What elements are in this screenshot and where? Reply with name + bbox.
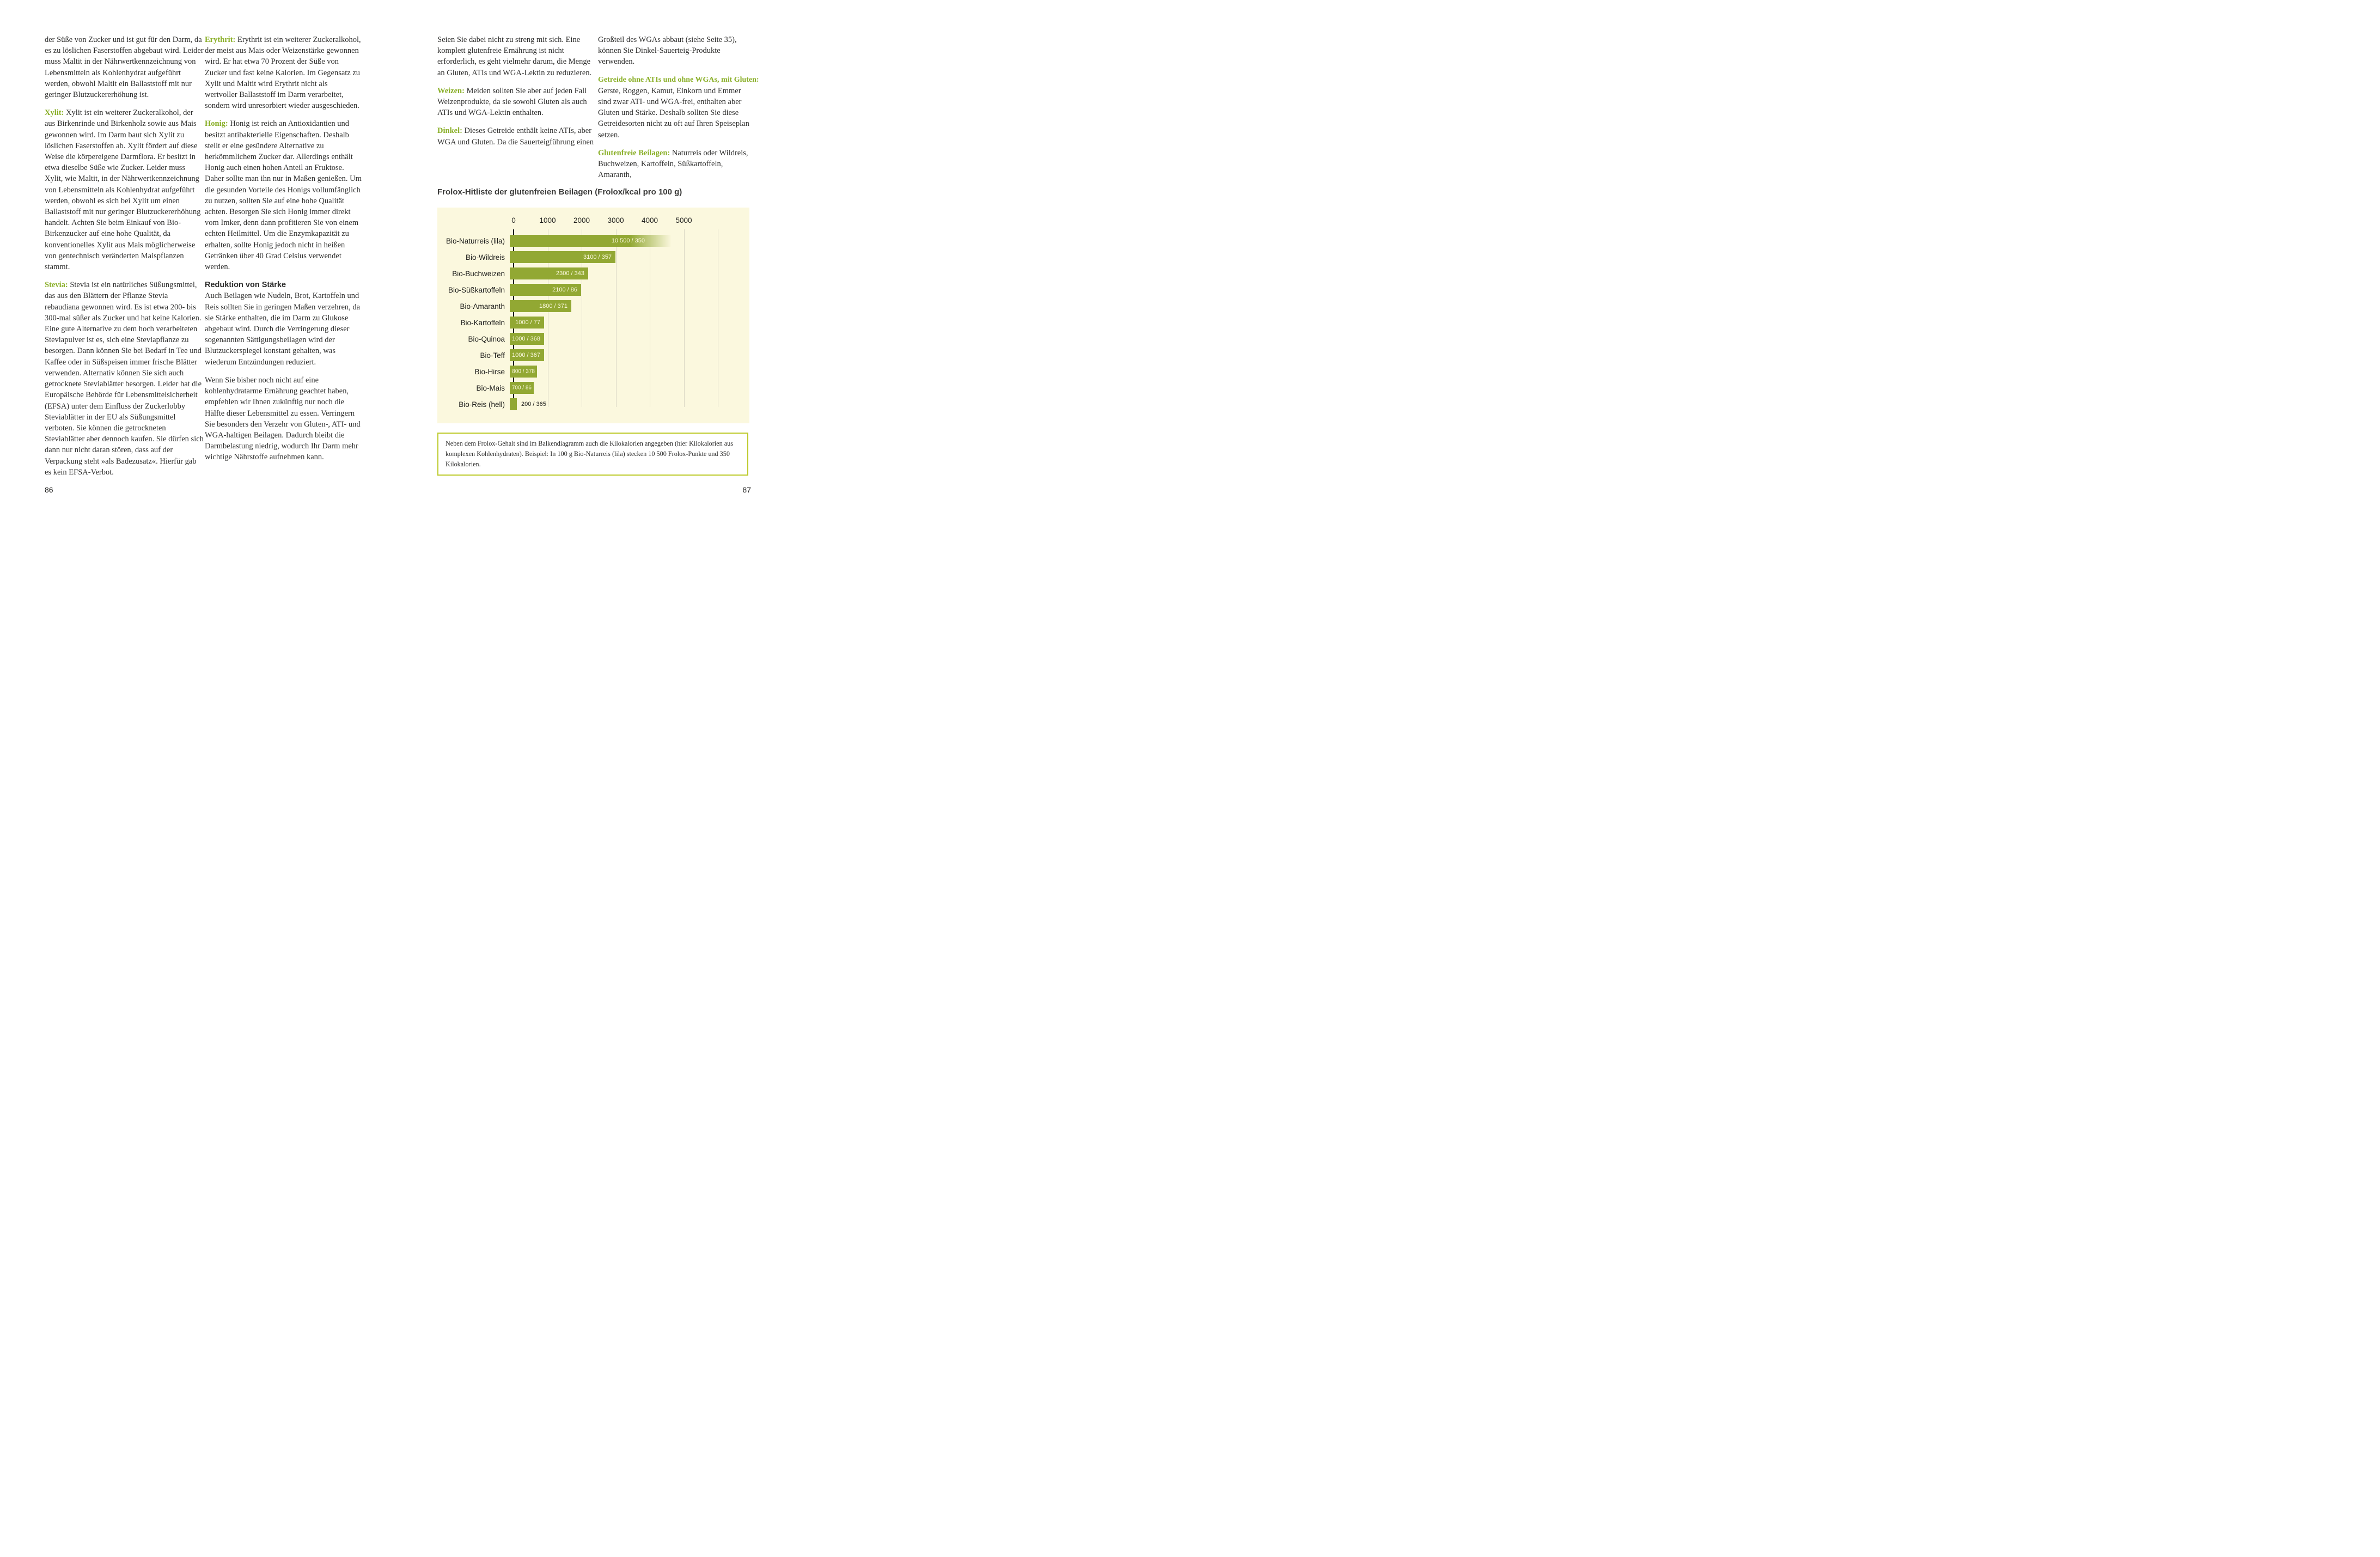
page-87-column-1 [437,34,594,155]
bar-track [510,333,749,345]
book-spread [0,0,794,519]
paragraph: Weizen: Meiden sollten Sie aber auf jeden Fall Weizenprodukte, da sie sowohl Gluten als auch ATIs und WGA-Lektin enthalten. [437,86,587,118]
paragraph: Seien Sie dabei nicht zu streng mit sich. Eine komplett glutenfreie Ernährung ist nicht erforderlich, es geht vielmehr darum, die Menge an Gluten, ATIs und WGA-Lektin zu reduzieren. [437,35,592,77]
bar-track [510,382,749,394]
x-tick-label: 2000 [573,216,590,224]
bar-value-label: 1800 / 371 [539,303,567,309]
bar-track [510,349,749,361]
section-heading: Reduktion von Stärke [205,281,286,290]
page-number-87: 87 [742,485,751,494]
chart-row [437,282,749,298]
bar-category-label: Bio-Teff [480,351,505,360]
keyword-lead: Dinkel: [437,126,465,136]
bar-category-label: Bio-Naturreis (lila) [446,236,505,245]
chart-title: Frolox-Hitliste der glutenfreien Beilagen (Frolox/kcal pro 100 g) [437,187,682,197]
note-box [437,433,748,476]
bar [510,333,544,345]
frolox-bar-chart [437,208,749,423]
bar-category-label: Bio-Süßkartoffeln [448,285,505,294]
x-tick-label: 4000 [641,216,658,224]
keyword-lead: Erythrit: [205,35,237,44]
page-86-column-1 [45,34,204,485]
paragraph: Xylit: Xylit ist ein weiterer Zuckeralkohol, der aus Birkenrinde und Birkenholz sowie aus Mais gewonnen wird. Im Darm baut sich Xylit zu löslichen Faserstoffen ab. Xylit fördert auf diese Weise die körpereigene Darmflora. Er besitzt in etwa dieselbe Süße wie Zucker. Leider muss Xylit, wie Maltit, in der Nährwertkennzeichnung von Lebensmitteln als Kohlenhydrat aufgeführt werden, obwohl es sich bei Xylit um einen Ballaststoff mit nur geringer Blutzuckererhöhung handelt. Achten Sie beim Einkauf von Bio-Birkenzucker auf eine hohe Qualität, da konventionelles Xylit aus Mais möglicherweise von gentechnisch veränderten Maispflanzen stammt. [45,108,201,272]
bar-category-label: Bio-Reis (hell) [459,400,505,409]
bar-category-label: Bio-Quinoa [468,334,505,343]
bar-value-label: 3100 / 357 [583,254,612,260]
bar-value-label: 2100 / 86 [552,287,577,293]
bar-track [510,284,749,296]
paragraph: Großteil des WGAs abbaut (siehe Seite 35), können Sie Dinkel-Sauerteig-Produkte verwenden. [598,35,737,66]
page-86-column-2 [205,34,362,470]
note-text: Neben dem Frolox-Gehalt sind im Balkendiagramm auch die Kilokalorien angegeben (hier Kilokalorien aus komplexen Kohlenhydraten). Beispiel: In 100 g Bio-Naturreis (lila) stecken 10 500 Frolox-Punkte und 350 Kilokalorien. [446,440,733,468]
bar-track [510,398,749,410]
x-tick-label: 5000 [675,216,692,224]
keyword-lead: Honig: [205,119,230,129]
page-number-86: 86 [45,485,53,494]
keyword-lead: Stevia: [45,281,70,290]
chart-row [437,380,749,396]
paragraph: Erythrit: Erythrit ist ein weiterer Zuckeralkohol, der meist aus Mais oder Weizenstärke gewonnen wird. Er hat etwa 70 Prozent der Süße von Zucker und fast keine Kalorien. Im Gegensatz zu Xylit und Maltit wird Erythrit nicht als wertvoller Ballaststoff im Darm verarbeitet, sondern wird unresorbiert wieder ausgeschieden. [205,35,361,111]
chart-row [437,233,749,249]
bar [510,382,534,394]
paragraph: Stevia: Stevia ist ein natürliches Süßungsmittel, das aus den Blättern der Pflanze Stevia rebaudiana gewonnen wird. Es ist etwa 200- bis 300-mal süßer als Zucker und hat keine Kalorien. Eine gute Alternative zu dem hoch verarbeiteten Steviapulver ist es, sich eine Steviapflanze zu besorgen. Dann können Sie bei Bedarf in Tee und Kaffee oder in Süßspeisen immer frische Blätter verwenden. Alternativ können Sie sich auch getrocknete Steviablätter besorgen. Leider hat die Europäische Behörde für Lebensmittelsicherheit (EFSA) unter dem Einfluss der Zuckerlobby Steviablätter in der EU als Süßungsmittel verboten. Sie können die getrockneten Steviablätter aber dennoch kaufen. Sie dürfen sich dann nur nicht daran stören, dass auf der Verpackung steht »als Badezusatz«. Hierfür gab es kein EFSA-Verbot. [45,281,204,477]
x-tick-label: 1000 [539,216,556,224]
paragraph: Dinkel: Dieses Getreide enthält keine ATIs, aber WGA und Gluten. Da die Sauerteigführung einen [437,126,594,147]
section-heading: Getreide ohne ATIs und ohne WGAs, mit Gluten: [598,75,759,84]
keyword-lead: Glutenfreie Beilagen: [598,148,672,157]
bar-value-label: 700 / 86 [511,385,532,391]
chart-row [437,265,749,282]
bar [510,398,517,410]
x-tick-label: 3000 [607,216,624,224]
chart-row [437,396,749,412]
bar [510,267,588,279]
chart-row [437,347,749,363]
bar-track [510,235,749,247]
bar-value-label: 200 / 365 [521,401,546,408]
bar [510,317,544,329]
paragraph: Glutenfreie Beilagen: Naturreis oder Wildreis, Buchweizen, Kartoffeln, Süßkartoffeln, Amaranth, [598,148,748,180]
bar-track [510,251,749,263]
bar-track [510,317,749,329]
keyword-lead: Xylit: [45,108,66,118]
chart-row [437,298,749,314]
page-87-column-2 [598,34,759,187]
paragraph: der Süße von Zucker und ist gut für den Darm, da es zu löslichen Faserstoffen abgebaut wird. Leider muss Maltit in der Nährwertkennzeichnung von Lebensmitteln als Kohlenhydrat aufgeführt werden, obwohl Maltit ein Ballaststoff mit nur geringer Blutzuckererhöhung ist. [45,35,204,100]
chart-row [437,314,749,331]
bar-category-label: Bio-Buchweizen [452,269,505,278]
bar-category-label: Bio-Mais [476,384,505,392]
bar-track [510,267,749,279]
bar-category-label: Bio-Amaranth [460,302,505,311]
bar-value-label: 1000 / 368 [512,336,540,342]
chart-row [437,331,749,347]
bar-value-label: 800 / 378 [512,368,535,375]
keyword-lead: Weizen: [437,86,467,95]
bar-track [510,300,749,312]
bar-category-label: Bio-Hirse [474,367,505,376]
paragraph: Wenn Sie bisher noch nicht auf eine kohlenhydratarme Ernährung geachtet haben, empfehlen wir Ihnen zukünftig nur noch die Hälfte dieser Lebensmittel zu essen. Verringern Sie besonders den Verzehr von Gluten-, ATI- und WGA-haltigen Beilagen. Dadurch bleibt die Darmbelastung niedrig, wodurch Ihr Darm mehr wichtige Nährstoffe aufnehmen kann. [205,375,361,462]
paragraph: Auch Beilagen wie Nudeln, Brot, Kartoffeln und Reis sollten Sie in geringen Maßen verzehren, da sie Stärke enthalten, die im Darm zu Glukose abgebaut wird. Durch die Verringerung dieser sogenannten Sättigungsbeilagen wird der Blutzuckerspiegel konstant gehalten, was wiederum Entzündungen reduziert. [205,291,361,367]
bar-value-label: 10 500 / 350 [611,238,645,244]
paragraph: Gerste, Roggen, Kamut, Einkorn und Emmer sind zwar ATI- und WGA-frei, enthalten aber Gluten und Stärke. Deshalb sollten Sie diese Getreidesorten nicht zu oft auf Ihren Speiseplan setzen. [598,86,749,139]
chart-row [437,363,749,380]
bar-value-label: 1000 / 367 [512,352,540,358]
bar [510,349,544,361]
bar [510,235,676,247]
chart-row [437,249,749,265]
bar-track [510,366,749,378]
paragraph: Honig: Honig ist reich an Antioxidantien und besitzt antibakterielle Eigenschaften. Deshalb stellt er eine gesündere Alternative zu herkömmlichem Zucker dar. Allerdings enthält Honig auch einen hohen Anteil an Fruktose. Daher sollte man ihn nur in Maßen genießen. Um die gesunden Vorteile des Honigs vollumfänglich zu nutzen, sollten Sie auf eine hohe Qualität achten. Besorgen Sie sich Honig immer direkt vom Imker, denn dann profitieren Sie von einem echten Heilmittel. Um die Enzymkapazität zu erhalten, sollte Honig jedoch nicht in heißen Getränken über 40 Grad Celsius verwendet werden. [205,119,362,272]
bar-category-label: Bio-Wildreis [465,253,505,261]
bar-category-label: Bio-Kartoffeln [460,318,505,327]
bar-value-label: 2300 / 343 [556,270,584,277]
bar [510,300,571,312]
x-tick-label: 0 [511,216,516,224]
bar-value-label: 1000 / 77 [515,319,540,326]
bar [510,284,581,296]
bar [510,251,615,263]
bar [510,366,537,378]
